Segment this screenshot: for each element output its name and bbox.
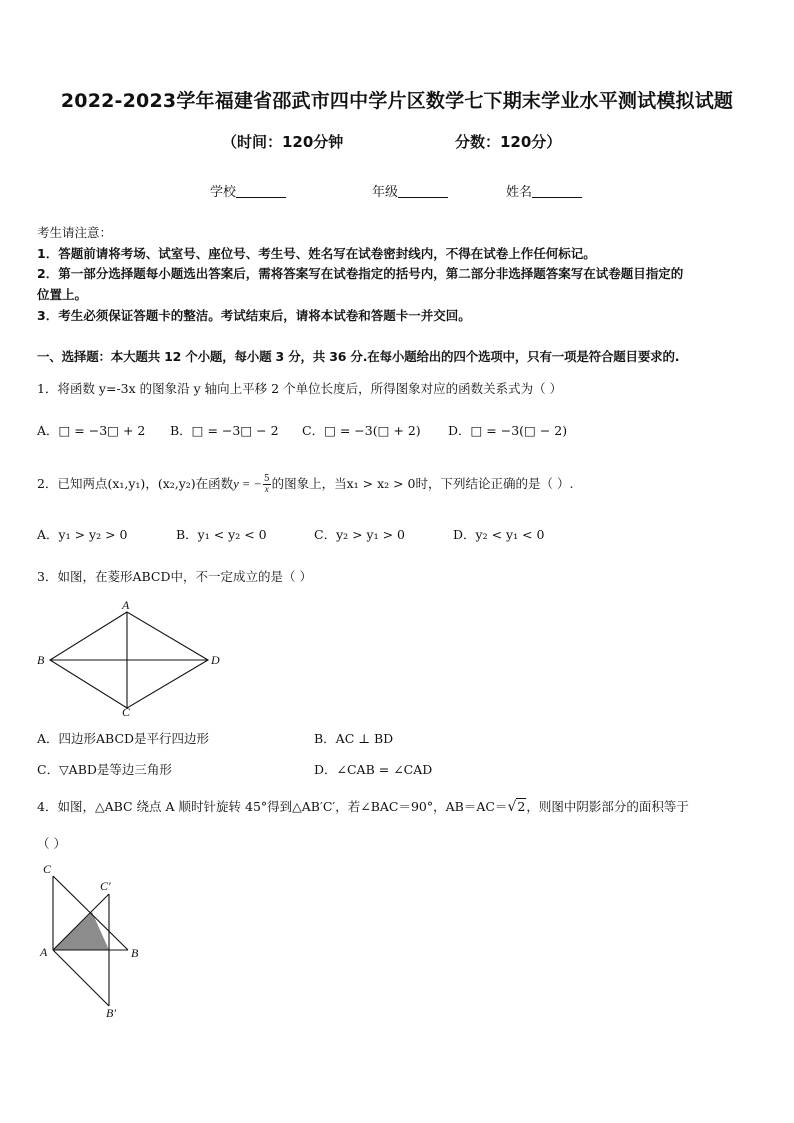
label-b: B <box>131 946 139 960</box>
q1-option-a: A．□ = −3□ + 2 <box>37 423 146 438</box>
label-c-prime: C′ <box>100 879 111 893</box>
q2-stem-part-1: 2．已知两点(x₁,y₁)，(x₂,y₂)在函数 <box>37 476 234 491</box>
sqrt-symbol: √ <box>507 799 517 815</box>
q2-fraction-numerator: 5 <box>263 474 270 484</box>
q4-stem-part-1: 4．如图，△ABC 绕点 A 顺时针旋转 45°得到△AB′C′，若∠BAC＝90°，AB＝AC＝ <box>37 799 508 814</box>
question-1-stem: 1．将函数 y=-3x 的图象沿 y 轴向上平移 2 个单位长度后，所得图象对应的函数关系式为（ ） <box>37 381 563 396</box>
label-c: C <box>43 862 52 876</box>
label-a: A <box>122 598 130 612</box>
notice-heading: 考生请注意： <box>37 225 113 240</box>
q3-option-b: B．AC ⊥ BD <box>314 731 394 746</box>
question-3-stem: 3．如图，在菱形ABCD中，不一定成立的是（ ） <box>37 569 312 584</box>
q1-option-c: C．□ = −3(□ + 2) <box>302 423 421 438</box>
q2-function: y = − <box>233 477 262 491</box>
school-label: 学校 <box>210 185 237 200</box>
q4-radicand: 2 <box>517 799 526 814</box>
label-c: C <box>122 705 131 719</box>
notice-item: 位置上。 <box>37 287 88 302</box>
page-title: 2022-2023学年福建省邵武市四中学片区数学七下期末学业水平测试模拟试题 <box>60 90 734 112</box>
q2-option-d: D．y₂ < y₁ < 0 <box>453 527 545 542</box>
q1-option-d: D．□ = −3(□ − 2) <box>448 423 568 438</box>
q2-option-c: C．y₂ > y₁ > 0 <box>314 527 406 542</box>
q3-option-a: A．四边形ABCD是平行四边形 <box>37 731 210 746</box>
label-b: B <box>37 653 45 667</box>
shaded-region <box>53 912 109 950</box>
q2-stem-part-2: 的图象上，当x₁ > x₂ > 0时，下列结论正确的是（ ）. <box>271 476 574 491</box>
segment-ab-prime <box>53 950 109 1006</box>
q4-answer-bracket: （ ） <box>37 836 66 851</box>
q2-fraction-denominator: x <box>264 484 269 494</box>
q4-stem-part-2: ，则图中阴影部分的面积等于 <box>526 799 689 814</box>
exam-score: 分数：120分） <box>455 133 562 151</box>
name-label: 姓名 <box>506 185 533 200</box>
notice-item: 1．答题前请将考场、试室号、座位号、考生号、姓名写在试卷密封线内，不得在试卷上作任何标记。 <box>37 246 596 261</box>
q3-option-d: D．∠CAB = ∠CAD <box>314 762 433 777</box>
q3-option-c: C．▽ABD是等边三角形 <box>37 762 172 777</box>
q1-option-b: B．□ = −3□ − 2 <box>170 423 279 438</box>
q2-option-a: A．y₁ > y₂ > 0 <box>37 527 128 542</box>
label-b-prime: B′ <box>106 1006 116 1020</box>
notice-item: 3．考生必须保证答题卡的整洁。考试结束后，请将本试卷和答题卡一并交回。 <box>37 308 471 323</box>
label-a: A <box>40 945 48 959</box>
section-heading: 一、选择题：本大题共 12 个小题，每小题 3 分，共 36 分.在每小题给出的四个选项中，只有一项是符合题目要求的. <box>37 349 680 364</box>
label-d: D <box>211 653 220 667</box>
exam-time: （时间：120分钟 <box>222 133 344 151</box>
grade-label: 年级 <box>372 185 399 200</box>
notice-item: 2．第一部分选择题每小题选出答案后，需将答案写在试卷指定的括号内，第二部分非选择题答案写在试卷题目指定的 <box>37 266 684 281</box>
q2-option-b: B．y₁ < y₂ < 0 <box>176 527 267 542</box>
